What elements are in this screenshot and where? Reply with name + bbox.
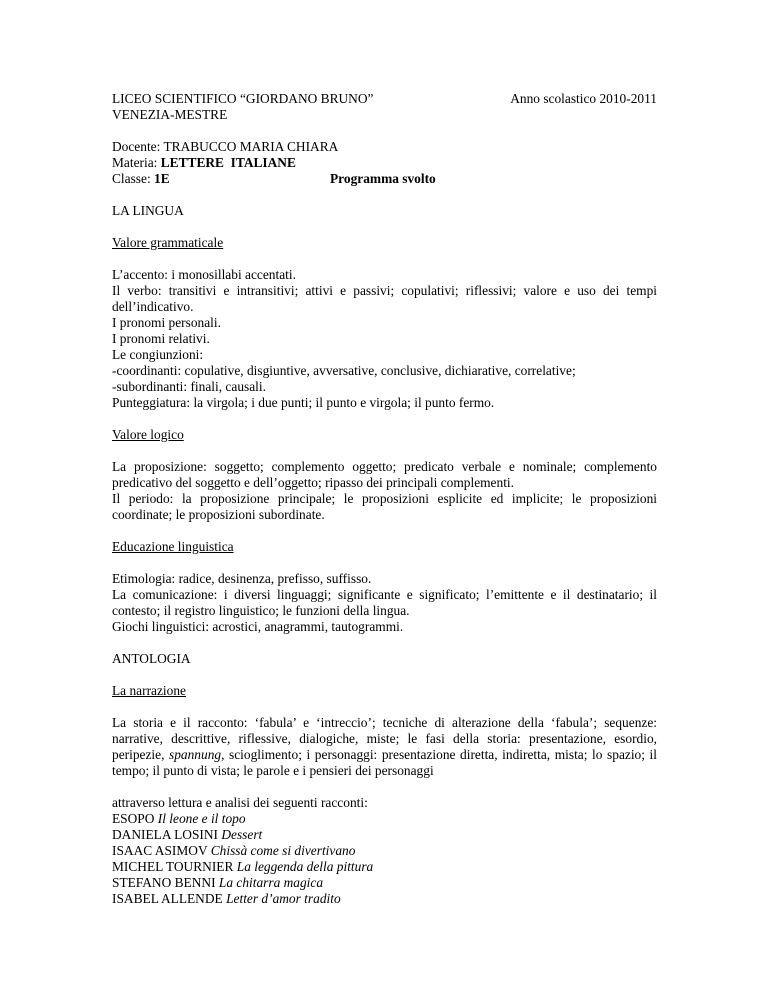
school-line-1: LICEO SCIENTIFICO “GIORDANO BRUNO” (112, 91, 374, 106)
list-item (112, 843, 657, 859)
class-value: 1E (154, 171, 170, 186)
class-label: Classe: (112, 171, 151, 186)
stories-block (112, 795, 657, 907)
story-author: ISAAC ASIMOV (112, 843, 208, 858)
text-line: I pronomi personali. (112, 315, 221, 330)
school-name (112, 91, 373, 123)
logico-content (112, 459, 657, 523)
text-paragraph: La proposizione: soggetto; complemento oggetto; predicato verbale e nominale; complemento predicativo del soggetto e dell’oggetto; ripasso dei principali complementi. (112, 459, 657, 490)
educazione-content (112, 571, 657, 635)
story-author: DANIELA LOSINI (112, 827, 218, 842)
list-item (112, 891, 657, 907)
grammatica-content (112, 267, 657, 411)
story-author: ESOPO (112, 811, 155, 826)
text-paragraph: Il periodo: la proposizione principale; le proposizioni esplicite ed implicite; le proposizioni coordinate; le proposizioni subordinate. (112, 491, 657, 522)
course-info (112, 139, 657, 187)
text-line: I pronomi relativi. (112, 331, 210, 346)
story-title: La leggenda della pittura (236, 859, 374, 874)
narrazione-term-spannung: spannung (169, 747, 222, 762)
list-item (112, 859, 657, 875)
narrazione-text-1: La storia e il racconto: ‘fabula’ e ‘intreccio’; tecniche di alterazione della ‘fabula’; sequenze: narrative, descrittive, riflessive, dialogiche, miste; le fasi della storia: presentazione, esordio, peripezie, (112, 715, 657, 762)
section-title-lingua: LA LINGUA (112, 203, 184, 218)
subject-line (112, 155, 657, 171)
story-title: Letter d’amor tradito (226, 891, 341, 906)
subject-value: LETTERE ITALIANE (160, 155, 296, 170)
story-title: Il leone e il topo (157, 811, 246, 826)
text-line: Giochi linguistici: acrostici, anagrammi, tautogrammi. (112, 619, 404, 634)
text-line: Punteggiatura: la virgola; i due punti; il punto e virgola; il punto fermo. (112, 395, 495, 410)
subheading-narrazione: La narrazione (112, 683, 186, 698)
document-page (112, 91, 657, 907)
subheading-logico: Valore logico (112, 427, 184, 442)
story-title: Chissà come si divertivano (210, 843, 356, 858)
narrazione-text-2: , scioglimento; i personaggi: presentazione diretta, indiretta, mista; lo spazio; il tempo; il punto di vista; le parole e i pensieri dei personaggi (112, 747, 657, 778)
story-title: La chitarra magica (218, 875, 324, 890)
story-author: ISABEL ALLENDE (112, 891, 223, 906)
text-line: -coordinanti: copulative, disgiuntive, avversative, conclusive, dichiarative, correlative; (112, 363, 576, 378)
list-item (112, 811, 657, 827)
narrazione-paragraph (112, 715, 657, 779)
text-paragraph: La comunicazione: i diversi linguaggi; significante e significato; l’emittente e il destinatario; il contesto; il registro linguistico; le funzioni della lingua. (112, 587, 657, 618)
text-line: Le congiunzioni: (112, 347, 204, 362)
story-list (112, 811, 657, 907)
stories-intro: attraverso lettura e analisi dei seguenti racconti: (112, 795, 368, 810)
teacher-label: Docente: (112, 139, 161, 154)
text-line: Il verbo: transitivi e intransitivi; attivi e passivi; copulativi; riflessivi; valore e uso dei tempi dell’indicativo. (112, 283, 657, 314)
story-title: Dessert (221, 827, 263, 842)
list-item (112, 875, 657, 891)
text-line: L’accento: i monosillabi accentati. (112, 267, 296, 282)
school-line-2: VENEZIA-MESTRE (112, 107, 228, 122)
text-line: -subordinanti: finali, causali. (112, 379, 266, 394)
subject-label: Materia: (112, 155, 158, 170)
teacher-value: TRABUCCO MARIA CHIARA (163, 139, 339, 154)
story-author: MICHEL TOURNIER (112, 859, 234, 874)
story-author: STEFANO BENNI (112, 875, 216, 890)
text-line: Etimologia: radice, desinenza, prefisso, suffisso. (112, 571, 372, 586)
subheading-grammatica: Valore grammaticale (112, 235, 224, 250)
teacher-line (112, 139, 657, 155)
school-year: Anno scolastico 2010-2011 (510, 91, 657, 106)
subheading-educazione: Educazione linguistica (112, 539, 234, 554)
document-header (112, 91, 657, 123)
section-title-antologia: ANTOLOGIA (112, 651, 191, 666)
list-item (112, 827, 657, 843)
program-title: Programma svolto (330, 171, 436, 186)
